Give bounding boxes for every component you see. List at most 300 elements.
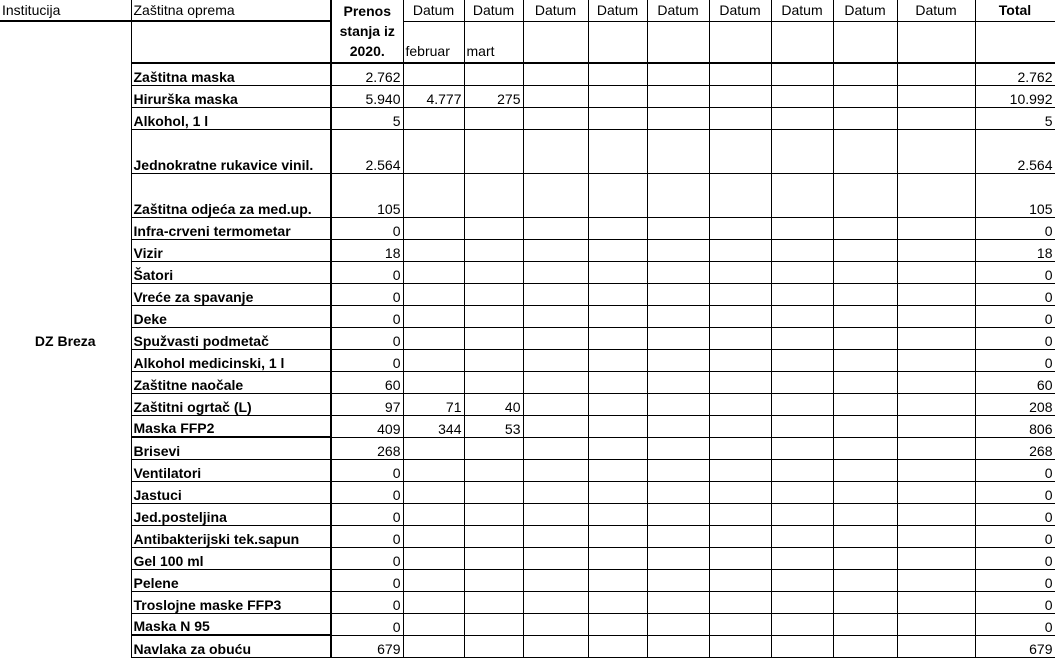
- date-cell: [403, 173, 464, 217]
- date-cell: [647, 349, 709, 371]
- date-cell: [464, 261, 523, 283]
- carry-value: 268: [331, 437, 403, 459]
- equipment-name: Jastuci: [131, 481, 331, 503]
- equipment-name: Alkohol medicinski, 1 l: [131, 349, 331, 371]
- carry-value: 97: [331, 393, 403, 415]
- date-cell: [588, 481, 647, 503]
- date-header: Datum: [588, 0, 647, 21]
- date-cell: [897, 525, 975, 547]
- date-header: Datum: [647, 0, 709, 21]
- date-cell: [588, 437, 647, 459]
- date-cell: [523, 327, 588, 349]
- date-cell: [709, 569, 771, 591]
- date-cell: [897, 85, 975, 107]
- date-cell: [464, 591, 523, 613]
- date-cell: [897, 129, 975, 173]
- date-cell: 71: [403, 393, 464, 415]
- equipment-name: Vizir: [131, 239, 331, 261]
- date-cell: [464, 525, 523, 547]
- table-row: [0, 63, 1055, 85]
- date-cell: [523, 415, 588, 437]
- date-cell: [833, 393, 897, 415]
- date-cell: [771, 305, 833, 327]
- date-cell: [588, 283, 647, 305]
- equipment-name: Zaštitne naočale: [131, 371, 331, 393]
- date-cell: [709, 283, 771, 305]
- date-cell: [771, 481, 833, 503]
- date-cell: [897, 327, 975, 349]
- date-cell: [833, 459, 897, 481]
- date-value: [771, 21, 833, 63]
- carry-value: 0: [331, 547, 403, 569]
- date-cell: [403, 591, 464, 613]
- date-cell: [897, 349, 975, 371]
- date-cell: [647, 283, 709, 305]
- date-cell: [897, 437, 975, 459]
- date-cell: [771, 349, 833, 371]
- date-cell: [897, 239, 975, 261]
- carry-value: 0: [331, 349, 403, 371]
- date-cell: [897, 481, 975, 503]
- table-row: [0, 613, 1055, 635]
- date-cell: [588, 239, 647, 261]
- date-cell: [588, 525, 647, 547]
- date-cell: [523, 393, 588, 415]
- date-cell: [647, 217, 709, 239]
- date-cell: [897, 261, 975, 283]
- carry-header-line2: stanja iz: [339, 23, 395, 39]
- date-cell: [771, 613, 833, 635]
- table-row: [0, 305, 1055, 327]
- date-cell: [709, 613, 771, 635]
- total-value: 0: [975, 547, 1055, 569]
- table-row: [0, 459, 1055, 481]
- date-cell: [897, 415, 975, 437]
- date-cell: [833, 173, 897, 217]
- equipment-name: Ventilatori: [131, 459, 331, 481]
- date-cell: [647, 437, 709, 459]
- date-cell: [897, 503, 975, 525]
- date-cell: [833, 437, 897, 459]
- date-cell: [709, 481, 771, 503]
- date-cell: [403, 305, 464, 327]
- date-value: [647, 21, 709, 63]
- carry-value: 409: [331, 415, 403, 437]
- date-cell: [771, 217, 833, 239]
- date-cell: [771, 393, 833, 415]
- date-cell: [647, 591, 709, 613]
- carry-value: 0: [331, 525, 403, 547]
- date-cell: [833, 503, 897, 525]
- date-cell: [709, 503, 771, 525]
- date-cell: [833, 327, 897, 349]
- date-cell: [771, 107, 833, 129]
- equipment-name: Zaštitna maska: [131, 63, 331, 85]
- date-cell: [464, 635, 523, 657]
- date-cell: [588, 613, 647, 635]
- table-row: [0, 525, 1055, 547]
- date-cell: [897, 371, 975, 393]
- equipment-name: Zaštitni ogrtač (L): [131, 393, 331, 415]
- table-row: [0, 129, 1055, 173]
- date-cell: [833, 591, 897, 613]
- date-cell: [833, 217, 897, 239]
- date-header: Datum: [464, 0, 523, 21]
- date-cell: [709, 261, 771, 283]
- date-cell: [709, 459, 771, 481]
- date-cell: [833, 239, 897, 261]
- date-cell: [588, 217, 647, 239]
- carry-value: 60: [331, 371, 403, 393]
- equipment-name: Šatori: [131, 261, 331, 283]
- date-cell: [833, 129, 897, 173]
- date-cell: [403, 283, 464, 305]
- date-cell: [464, 283, 523, 305]
- carry-header-line1: Prenos: [331, 0, 403, 21]
- carry-value: 2.564: [331, 129, 403, 173]
- equipment-name: Vreće za spavanje: [131, 283, 331, 305]
- date-cell: [588, 85, 647, 107]
- date-cell: [464, 129, 523, 173]
- total-value: 0: [975, 217, 1055, 239]
- date-cell: [771, 85, 833, 107]
- table-row: [0, 437, 1055, 459]
- date-cell: [897, 283, 975, 305]
- table-row: [0, 415, 1055, 437]
- carry-value: 18: [331, 239, 403, 261]
- date-header: Datum: [403, 0, 464, 21]
- date-cell: [709, 635, 771, 657]
- date-cell: [403, 437, 464, 459]
- date-cell: [403, 107, 464, 129]
- date-cell: [647, 371, 709, 393]
- carry-value: 105: [331, 173, 403, 217]
- date-cell: [709, 371, 771, 393]
- date-cell: [464, 371, 523, 393]
- date-cell: [897, 107, 975, 129]
- date-cell: [464, 481, 523, 503]
- date-cell: [523, 173, 588, 217]
- table-row: [0, 349, 1055, 371]
- date-cell: [771, 525, 833, 547]
- table-row: [0, 591, 1055, 613]
- total-value: 2.564: [975, 129, 1055, 173]
- total-value: 0: [975, 503, 1055, 525]
- carry-value: 0: [331, 305, 403, 327]
- table-row: [0, 173, 1055, 217]
- total-value: 60: [975, 371, 1055, 393]
- equipment-name: Alkohol, 1 l: [131, 107, 331, 129]
- date-cell: [647, 239, 709, 261]
- date-cell: [771, 591, 833, 613]
- date-cell: [771, 415, 833, 437]
- table-row: [0, 85, 1055, 107]
- date-cell: [897, 217, 975, 239]
- carry-value: 0: [331, 283, 403, 305]
- date-cell: [464, 239, 523, 261]
- date-cell: [647, 635, 709, 657]
- date-cell: [897, 393, 975, 415]
- date-cell: [897, 173, 975, 217]
- date-cell: [464, 569, 523, 591]
- header-row-2: [0, 21, 1055, 63]
- table-row: [0, 481, 1055, 503]
- date-cell: [523, 85, 588, 107]
- date-cell: [523, 459, 588, 481]
- total-value: 806: [975, 415, 1055, 437]
- date-cell: [897, 63, 975, 85]
- date-cell: [771, 283, 833, 305]
- total-value: 0: [975, 525, 1055, 547]
- carry-header-line3: 2020.: [349, 43, 385, 59]
- date-value: [523, 21, 588, 63]
- carry-header-cont: [331, 21, 403, 63]
- date-cell: [588, 393, 647, 415]
- institution-header: Institucija: [0, 0, 131, 21]
- date-cell: [709, 327, 771, 349]
- equipment-name: Maska FFP2: [131, 415, 331, 437]
- date-cell: [833, 85, 897, 107]
- carry-value: 5.940: [331, 85, 403, 107]
- carry-value: 0: [331, 459, 403, 481]
- table-row: [0, 393, 1055, 415]
- date-cell: [403, 481, 464, 503]
- date-cell: [464, 613, 523, 635]
- date-cell: [588, 569, 647, 591]
- date-cell: [897, 459, 975, 481]
- carry-value: 0: [331, 503, 403, 525]
- date-cell: [523, 129, 588, 173]
- date-cell: [771, 173, 833, 217]
- date-cell: [833, 613, 897, 635]
- date-cell: [647, 569, 709, 591]
- date-cell: [647, 481, 709, 503]
- date-cell: [771, 327, 833, 349]
- date-cell: [403, 503, 464, 525]
- date-cell: [523, 635, 588, 657]
- date-cell: 53: [464, 415, 523, 437]
- date-cell: [833, 525, 897, 547]
- date-cell: [464, 437, 523, 459]
- date-cell: [771, 635, 833, 657]
- date-cell: [464, 305, 523, 327]
- date-cell: [523, 481, 588, 503]
- total-value: 5: [975, 107, 1055, 129]
- date-cell: [709, 173, 771, 217]
- date-cell: [403, 63, 464, 85]
- total-value: 0: [975, 305, 1055, 327]
- date-cell: 40: [464, 393, 523, 415]
- date-cell: [464, 107, 523, 129]
- date-cell: [709, 415, 771, 437]
- date-cell: [464, 547, 523, 569]
- date-cell: [709, 63, 771, 85]
- date-cell: [403, 239, 464, 261]
- date-cell: [403, 371, 464, 393]
- date-cell: [523, 305, 588, 327]
- date-header: Datum: [771, 0, 833, 21]
- date-cell: [523, 547, 588, 569]
- date-cell: [647, 415, 709, 437]
- date-cell: [588, 635, 647, 657]
- date-header: Datum: [833, 0, 897, 21]
- date-cell: [833, 635, 897, 657]
- date-cell: [588, 547, 647, 569]
- date-cell: [523, 591, 588, 613]
- date-cell: [709, 591, 771, 613]
- date-header: Datum: [523, 0, 588, 21]
- total-header: Total: [975, 0, 1055, 21]
- date-cell: [588, 459, 647, 481]
- total-value: 0: [975, 283, 1055, 305]
- date-cell: [588, 63, 647, 85]
- date-cell: 344: [403, 415, 464, 437]
- total-value: 0: [975, 481, 1055, 503]
- total-value: 0: [975, 591, 1055, 613]
- date-cell: [523, 371, 588, 393]
- total-value: 0: [975, 569, 1055, 591]
- date-cell: [464, 459, 523, 481]
- equipment-name: Pelene: [131, 569, 331, 591]
- total-value: 208: [975, 393, 1055, 415]
- date-value: mart: [464, 21, 523, 63]
- date-cell: [588, 327, 647, 349]
- date-cell: [523, 349, 588, 371]
- date-cell: [709, 129, 771, 173]
- date-cell: [709, 547, 771, 569]
- date-cell: [709, 393, 771, 415]
- date-cell: [771, 371, 833, 393]
- equipment-name: Antibakterijski tek.sapun: [131, 525, 331, 547]
- equipment-name: Infra-crveni termometar: [131, 217, 331, 239]
- table-row: [0, 503, 1055, 525]
- date-cell: [403, 569, 464, 591]
- date-cell: [523, 239, 588, 261]
- date-cell: [403, 261, 464, 283]
- table-row: [0, 371, 1055, 393]
- date-cell: [588, 173, 647, 217]
- date-cell: [588, 415, 647, 437]
- date-cell: [403, 525, 464, 547]
- carry-value: 0: [331, 217, 403, 239]
- date-cell: [523, 613, 588, 635]
- date-cell: [771, 569, 833, 591]
- total-value: 18: [975, 239, 1055, 261]
- date-cell: [403, 327, 464, 349]
- total-value: 10.992: [975, 85, 1055, 107]
- date-cell: [403, 459, 464, 481]
- date-cell: [647, 525, 709, 547]
- date-cell: [464, 173, 523, 217]
- date-cell: [588, 349, 647, 371]
- total-value: 105: [975, 173, 1055, 217]
- total-value: 268: [975, 437, 1055, 459]
- date-cell: [588, 129, 647, 173]
- date-cell: [709, 525, 771, 547]
- date-cell: [588, 261, 647, 283]
- table-row: [0, 107, 1055, 129]
- institution-name: DZ Breza: [0, 63, 131, 657]
- total-value: 2.762: [975, 63, 1055, 85]
- date-cell: [464, 349, 523, 371]
- carry-value: 2.762: [331, 63, 403, 85]
- total-value: 0: [975, 459, 1055, 481]
- date-cell: [647, 129, 709, 173]
- date-cell: [588, 107, 647, 129]
- date-cell: [647, 459, 709, 481]
- date-cell: [523, 525, 588, 547]
- total-value: 0: [975, 349, 1055, 371]
- date-cell: [833, 261, 897, 283]
- date-cell: [403, 129, 464, 173]
- date-cell: [464, 327, 523, 349]
- date-cell: [709, 349, 771, 371]
- header-row-1: [0, 0, 1055, 21]
- total-value: 0: [975, 261, 1055, 283]
- table-row: [0, 569, 1055, 591]
- date-cell: [647, 503, 709, 525]
- carry-value: 0: [331, 481, 403, 503]
- date-cell: [897, 569, 975, 591]
- equipment-name: Gel 100 ml: [131, 547, 331, 569]
- date-cell: [833, 349, 897, 371]
- date-cell: [464, 63, 523, 85]
- equipment-name: Zaštitna odjeća za med.up.: [131, 173, 331, 217]
- total-value: 679: [975, 635, 1055, 657]
- date-value: [709, 21, 771, 63]
- equipment-name: Troslojne maske FFP3: [131, 591, 331, 613]
- date-cell: [833, 305, 897, 327]
- equipment-name: Brisevi: [131, 437, 331, 459]
- date-cell: [403, 547, 464, 569]
- date-cell: [897, 635, 975, 657]
- equipment-header: Zaštitna oprema: [131, 0, 331, 21]
- date-cell: [647, 613, 709, 635]
- carry-value: 0: [331, 327, 403, 349]
- date-cell: 4.777: [403, 85, 464, 107]
- carry-value: 0: [331, 613, 403, 635]
- table-row: [0, 239, 1055, 261]
- date-cell: [771, 239, 833, 261]
- date-cell: [523, 503, 588, 525]
- date-cell: [833, 283, 897, 305]
- date-cell: 275: [464, 85, 523, 107]
- date-header: Datum: [709, 0, 771, 21]
- date-cell: [588, 371, 647, 393]
- date-cell: [647, 393, 709, 415]
- date-cell: [897, 591, 975, 613]
- carry-value: 0: [331, 569, 403, 591]
- date-cell: [709, 239, 771, 261]
- date-cell: [647, 173, 709, 217]
- date-cell: [523, 63, 588, 85]
- date-cell: [523, 261, 588, 283]
- date-cell: [833, 547, 897, 569]
- date-cell: [464, 217, 523, 239]
- date-cell: [523, 107, 588, 129]
- date-cell: [897, 613, 975, 635]
- table-row: [0, 217, 1055, 239]
- date-cell: [647, 85, 709, 107]
- date-cell: [897, 305, 975, 327]
- date-cell: [588, 305, 647, 327]
- date-cell: [523, 437, 588, 459]
- date-cell: [647, 305, 709, 327]
- equipment-name: Hirurška maska: [131, 85, 331, 107]
- date-value: [833, 21, 897, 63]
- date-cell: [771, 63, 833, 85]
- date-cell: [403, 217, 464, 239]
